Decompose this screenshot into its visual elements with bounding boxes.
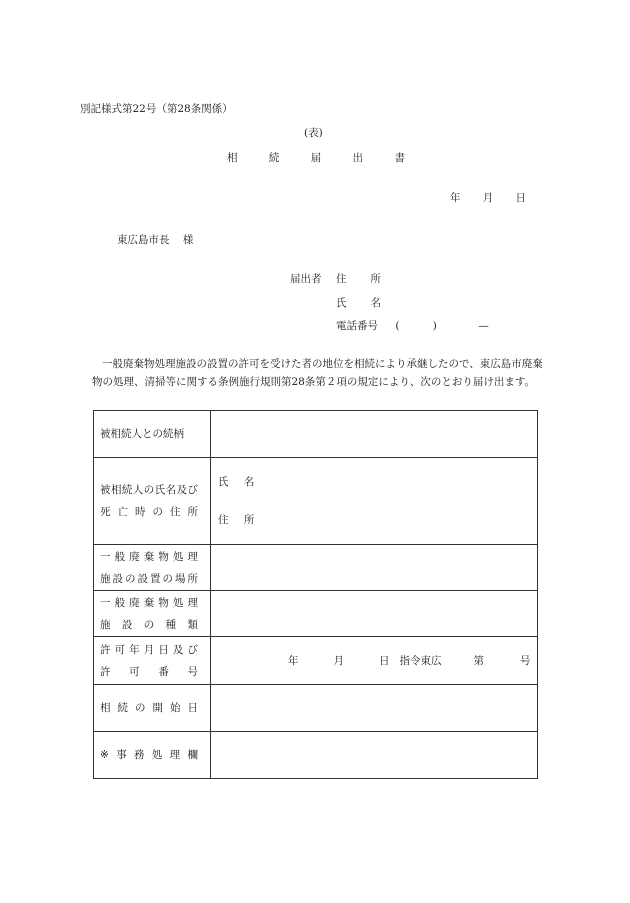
table-row bbox=[94, 458, 538, 545]
applicant-label: 届出者 bbox=[290, 273, 322, 285]
date-line bbox=[450, 190, 526, 205]
label-line: 許 可 番 号 bbox=[100, 665, 198, 678]
label-char: 名 bbox=[243, 476, 255, 488]
addressee-name: 東広島市長 bbox=[117, 234, 170, 246]
applicant-name-label bbox=[336, 295, 381, 310]
permit-line bbox=[218, 653, 537, 668]
permit-value[interactable] bbox=[211, 637, 538, 685]
table-row bbox=[94, 411, 538, 458]
permit-month: 月 bbox=[333, 655, 344, 667]
title-char: 出 bbox=[352, 152, 364, 164]
table-row bbox=[94, 732, 538, 779]
label-char: 名 bbox=[370, 297, 381, 309]
body-text: 一般廃棄物処理施設の設置の許可を受けた者の地位を相続により承継したので、東広島市廃棄物の処理、清掃等に関する条例施行規則第28条第２項の規定により、次のとおり届け出ます。 bbox=[92, 358, 543, 388]
relationship-label: 被相続人との続柄 bbox=[94, 411, 211, 458]
form-side-label: (表) bbox=[304, 127, 323, 139]
label-line: 相 続 の 開 始 日 bbox=[100, 702, 198, 714]
facility-place-label bbox=[94, 545, 211, 591]
office-use-label bbox=[94, 732, 211, 779]
applicant-phone-line bbox=[336, 318, 489, 333]
applicant-address-label bbox=[336, 271, 381, 286]
table-row bbox=[94, 637, 538, 685]
permit-label bbox=[94, 637, 211, 685]
table-row bbox=[94, 685, 538, 732]
label-char: 所 bbox=[243, 514, 255, 526]
form-number: 別記様式第22号（第28条関係） bbox=[80, 103, 233, 115]
date-year-label: 年 bbox=[450, 192, 461, 204]
label-char: 氏 bbox=[218, 476, 229, 488]
title-char: 届 bbox=[310, 152, 322, 164]
phone-dash: — bbox=[478, 320, 489, 332]
start-date-value[interactable] bbox=[211, 685, 538, 732]
phone-label: 電話番号 bbox=[336, 320, 378, 332]
label-char: 所 bbox=[370, 273, 381, 285]
permit-no-prefix: 第 bbox=[473, 655, 484, 667]
date-day-label: 日 bbox=[515, 192, 526, 204]
label-line: 一 般 廃 棄 物 処 理 bbox=[100, 596, 198, 609]
title-char: 書 bbox=[394, 152, 405, 164]
label-char: 住 bbox=[218, 514, 229, 526]
facility-type-label bbox=[94, 591, 211, 637]
relationship-value[interactable] bbox=[211, 411, 538, 458]
deceased-label bbox=[94, 458, 211, 545]
facility-type-value[interactable] bbox=[211, 591, 538, 637]
title-char: 続 bbox=[268, 152, 280, 164]
label-line: 一 般 廃 棄 物 処 理 bbox=[100, 550, 198, 563]
label-line: 被 相 続 人 の 氏 名 及 び bbox=[100, 484, 198, 496]
start-date-label bbox=[94, 685, 211, 732]
label-line: 施 設 の 種 類 bbox=[100, 618, 198, 631]
label-line: 許 可 年 月 日 及 び bbox=[100, 643, 198, 656]
addressee bbox=[117, 232, 193, 247]
permit-year: 年 bbox=[288, 655, 299, 667]
deceased-address-line bbox=[218, 501, 537, 539]
label-line: 施 設 の 設 置 の 場 所 bbox=[100, 572, 198, 585]
label-line: ※ 事 務 処 理 欄 bbox=[100, 749, 198, 761]
table-row bbox=[94, 591, 538, 637]
form-title bbox=[227, 150, 405, 165]
table-row bbox=[94, 545, 538, 591]
date-month-label: 月 bbox=[482, 192, 494, 204]
phone-open-paren: ( bbox=[395, 320, 400, 332]
label-char: 氏 bbox=[336, 297, 347, 309]
deceased-name-line bbox=[218, 463, 537, 501]
permit-no-suffix: 号 bbox=[520, 655, 531, 667]
label-char: 住 bbox=[336, 273, 347, 285]
notification-table bbox=[93, 410, 538, 779]
title-char: 相 bbox=[227, 152, 238, 164]
deceased-value[interactable] bbox=[211, 458, 538, 545]
addressee-honorific: 様 bbox=[182, 234, 194, 246]
permit-day: 日 bbox=[379, 655, 390, 667]
office-use-value bbox=[211, 732, 538, 779]
permit-designation: 指令東広 bbox=[399, 655, 442, 667]
label-line: 死 亡 時 の 住 所 bbox=[100, 506, 198, 518]
phone-close-paren: ) bbox=[432, 320, 437, 332]
facility-place-value[interactable] bbox=[211, 545, 538, 591]
